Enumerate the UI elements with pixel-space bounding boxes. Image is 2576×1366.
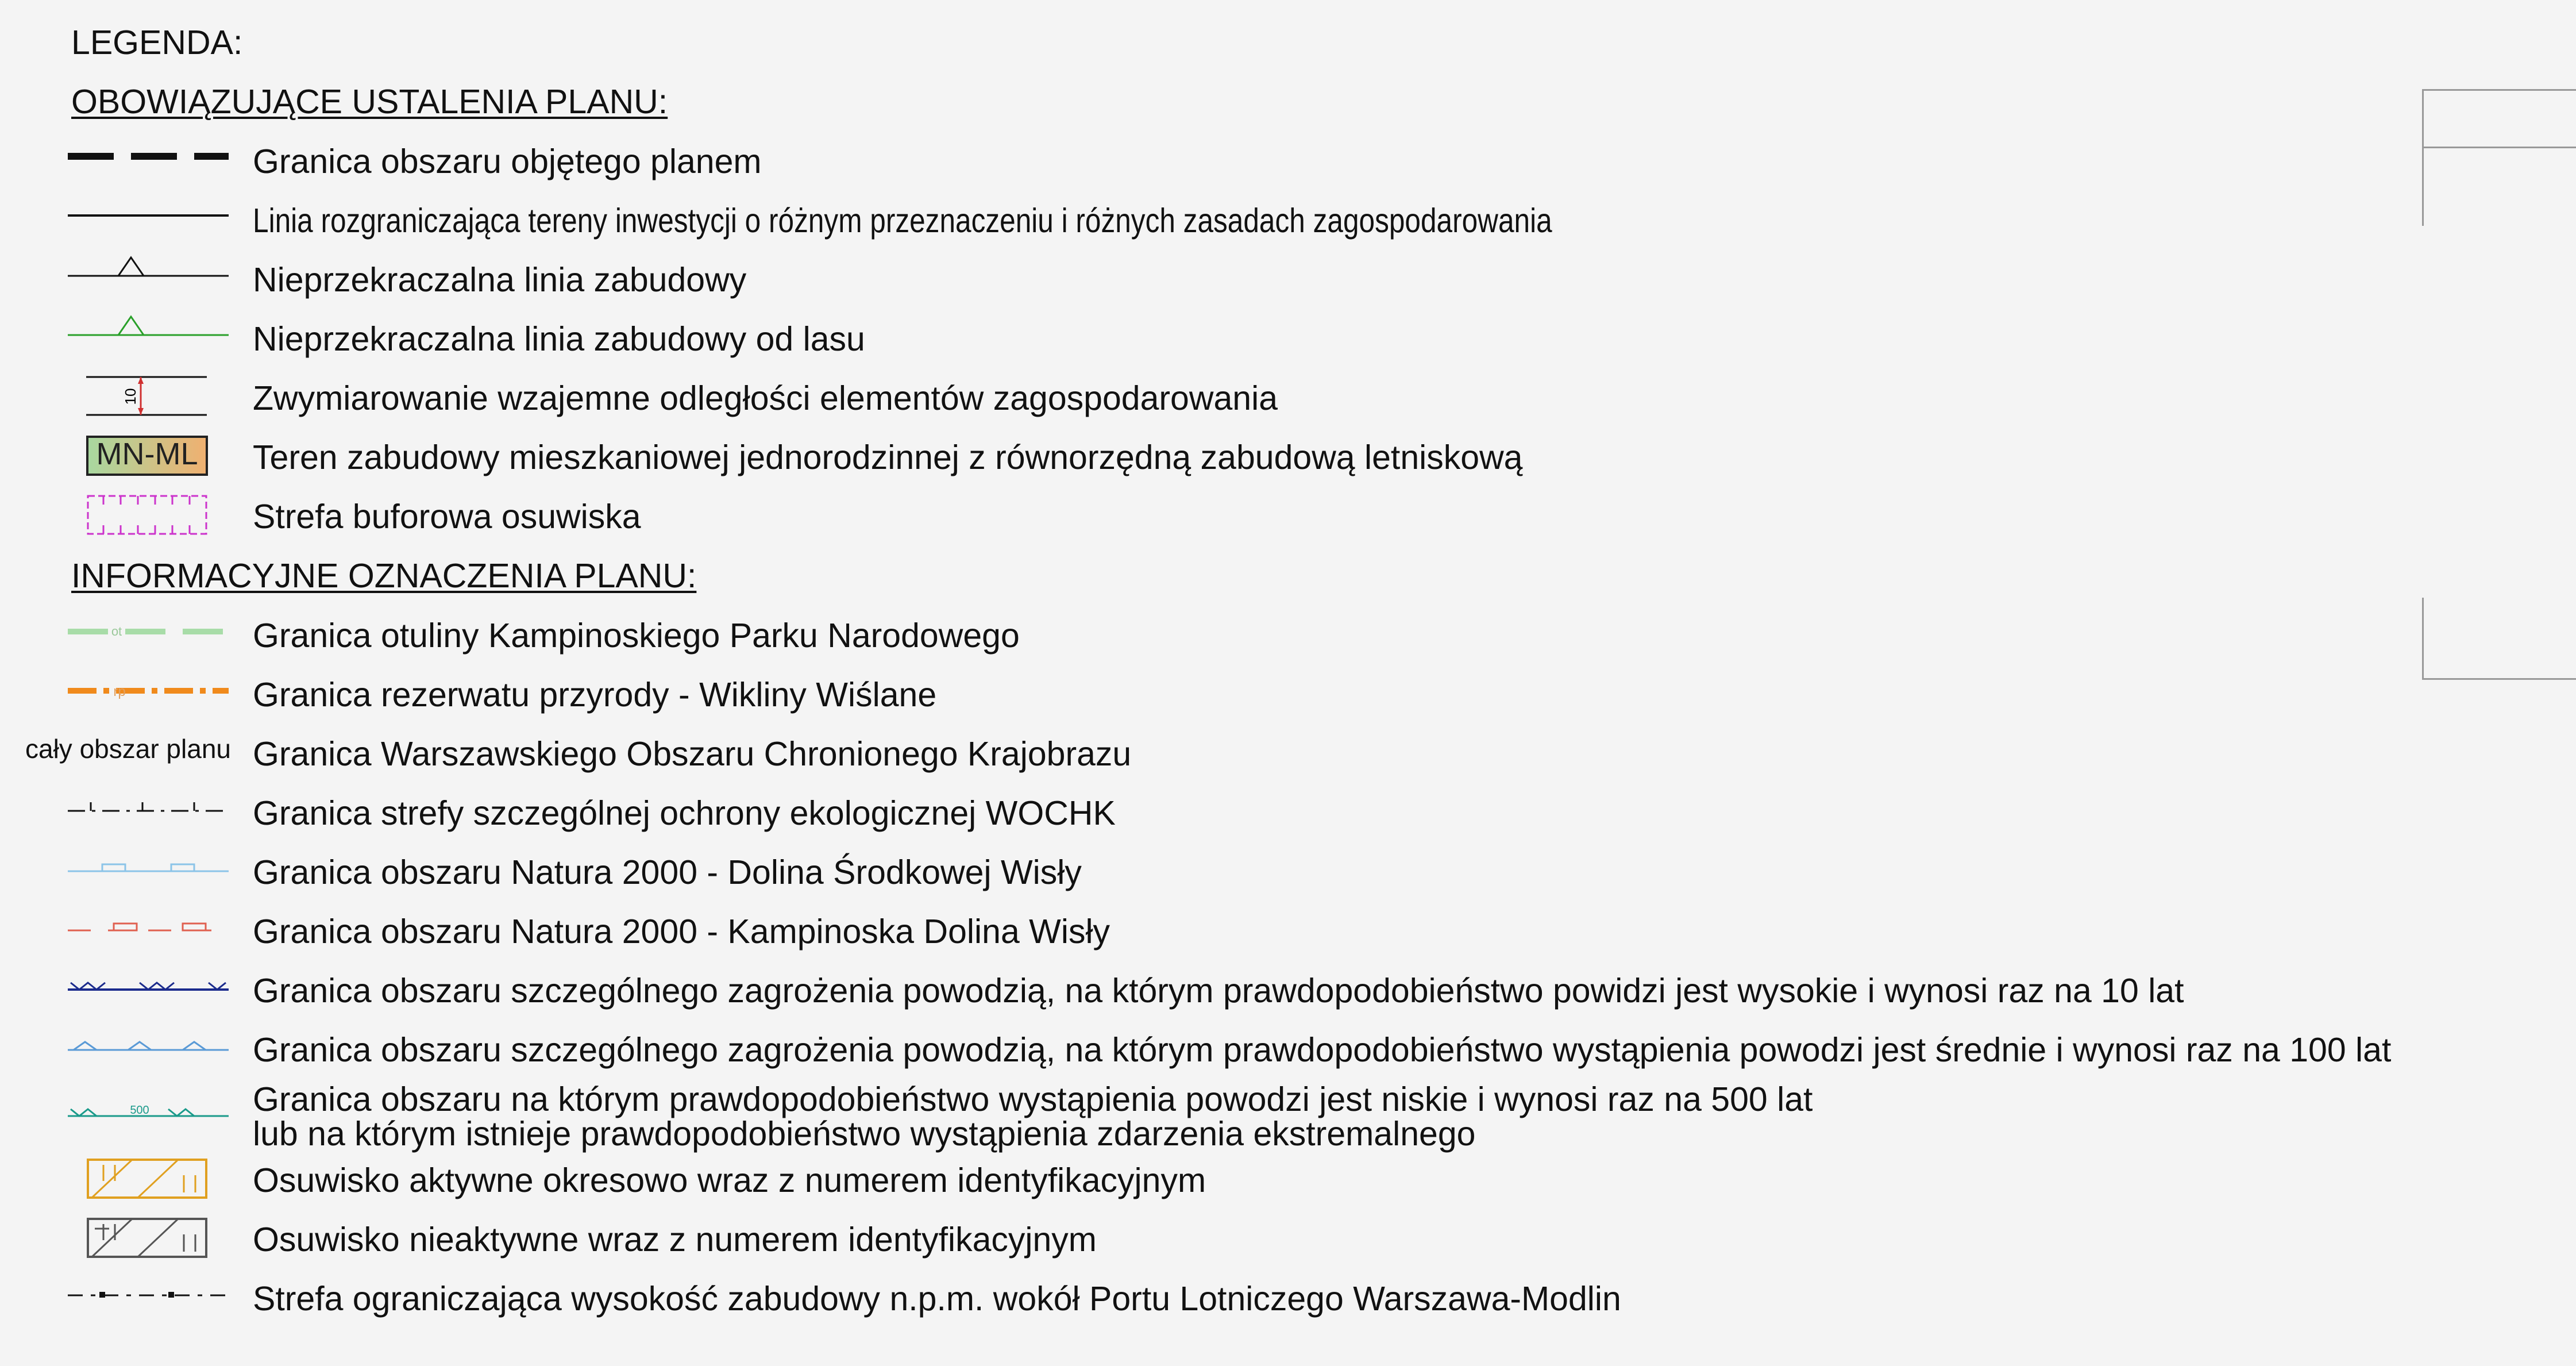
demarcation-line-symbol: [68, 213, 229, 218]
natura-srodkowa-symbol: [68, 860, 229, 877]
mn-ml-code: MN-ML: [96, 437, 198, 471]
landslide-active-symbol: [86, 1158, 208, 1199]
building-line-symbol: [68, 253, 229, 279]
wochk-eco-zone-symbol: [68, 796, 229, 819]
frame-fragment-mid: [2422, 598, 2576, 680]
landslide-inactive-symbol: [86, 1217, 208, 1259]
legend-label-natura-srodkowa: Granica obszaru Natura 2000 - Dolina Środkowej Wisły: [253, 853, 1082, 891]
legend-label-plan-boundary: Granica obszaru objętego planem: [253, 143, 762, 180]
legend-label-flood-500: Granica obszaru na którym prawdopodobieństwo wystąpienia powodzi jest niskie i wynosi raz na 500 lat: [253, 1080, 1813, 1118]
legend-label-wochk: Granica Warszawskiego Obszaru Chronionego Krajobrazu: [253, 735, 1132, 773]
kpn-buffer-code: ot: [111, 624, 122, 638]
flood-500-symbol: [68, 1103, 229, 1121]
mn-ml-area-symbol: [86, 436, 208, 476]
airport-zone-symbol: [68, 1286, 229, 1303]
nature-reserve-symbol: [68, 682, 229, 699]
legend-label-airport-zone: Strefa ograniczająca wysokość zabudowy n.p.m. wokół Portu Lotniczego Warszawa-Modlin: [253, 1280, 1621, 1318]
frame-fragment-top-line: [2422, 147, 2576, 148]
nature-reserve-code: rp: [113, 684, 126, 699]
kpn-buffer-symbol: [68, 623, 229, 640]
legend-label-building-line-forest: Nieprzekraczalna linia zabudowy od lasu: [253, 320, 865, 358]
flood-100-symbol: [68, 1037, 229, 1055]
legend-label-nature-reserve: Granica rezerwatu przyrody - Wikliny Wiślane: [253, 676, 937, 714]
legend-label-kpn-buffer: Granica otuliny Kampinoskiego Parku Narodowego: [253, 617, 1020, 655]
legend-label-landslide-buffer: Strefa buforowa osuwiska: [253, 498, 641, 536]
legend-title: LEGENDA:: [71, 24, 243, 61]
legend-label-flood-500-line2: lub na którym istnieje prawdopodobieństwo wystąpienia zdarzenia ekstremalnego: [253, 1115, 1476, 1153]
legend-label-flood-10: Granica obszaru szczególnego zagrożenia powodzią, na którym prawdopodobieństwo powidzi jest wysokie i wynosi raz na 10 lat: [253, 972, 2184, 1010]
dimensioning-symbol: [86, 374, 207, 420]
flood-500-code: 500: [130, 1104, 149, 1117]
legend-label-demarcation-line: Linia rozgraniczająca tereny inwestycji o różnym przeznaczeniu i różnych zasadach zagospodarowania: [253, 202, 1552, 240]
legend-label-landslide-inactive: Osuwisko nieaktywne wraz z numerem identyfikacyjnym: [253, 1221, 1097, 1259]
natura-kampinoska-symbol: [68, 919, 229, 936]
landslide-buffer-symbol: [86, 494, 208, 536]
dimension-value: 10: [122, 388, 139, 405]
forest-building-line-symbol: [68, 312, 229, 338]
legend-label-flood-100: Granica obszaru szczególnego zagrożenia powodzią, na którym prawdopodobieństwo wystąpienia powodzi jest średnie i wynosi raz na 100 lat: [253, 1031, 2392, 1069]
flood-10-symbol: [68, 978, 229, 995]
symbol-whole-plan-text: cały obszar planu: [25, 734, 231, 764]
legend-label-dimensioning: Zwymiarowanie wzajemne odległości elementów zagospodarowania: [253, 379, 1278, 417]
section-info-heading: INFORMACYJNE OZNACZENIA PLANU:: [71, 557, 697, 595]
legend-label-wochk-eco-zone: Granica strefy szczególnej ochrony ekologicznej WOCHK: [253, 794, 1116, 832]
legend-label-natura-kampinoska: Granica obszaru Natura 2000 - Kampinoska Dolina Wisły: [253, 913, 1110, 951]
frame-fragment-top: [2422, 89, 2576, 226]
legend-label-mn-ml-area: Teren zabudowy mieszkaniowej jednorodzinnej z równorzędną zabudową letniskową: [253, 438, 1523, 476]
legend-label-landslide-active: Osuwisko aktywne okresowo wraz z numerem identyfikacyjnym: [253, 1161, 1206, 1199]
legend-label-building-line: Nieprzekraczalna linia zabudowy: [253, 261, 747, 299]
plan-boundary-symbol: [68, 151, 229, 162]
section-binding-heading: OBOWIĄZUJĄCE USTALENIA PLANU:: [71, 83, 668, 121]
